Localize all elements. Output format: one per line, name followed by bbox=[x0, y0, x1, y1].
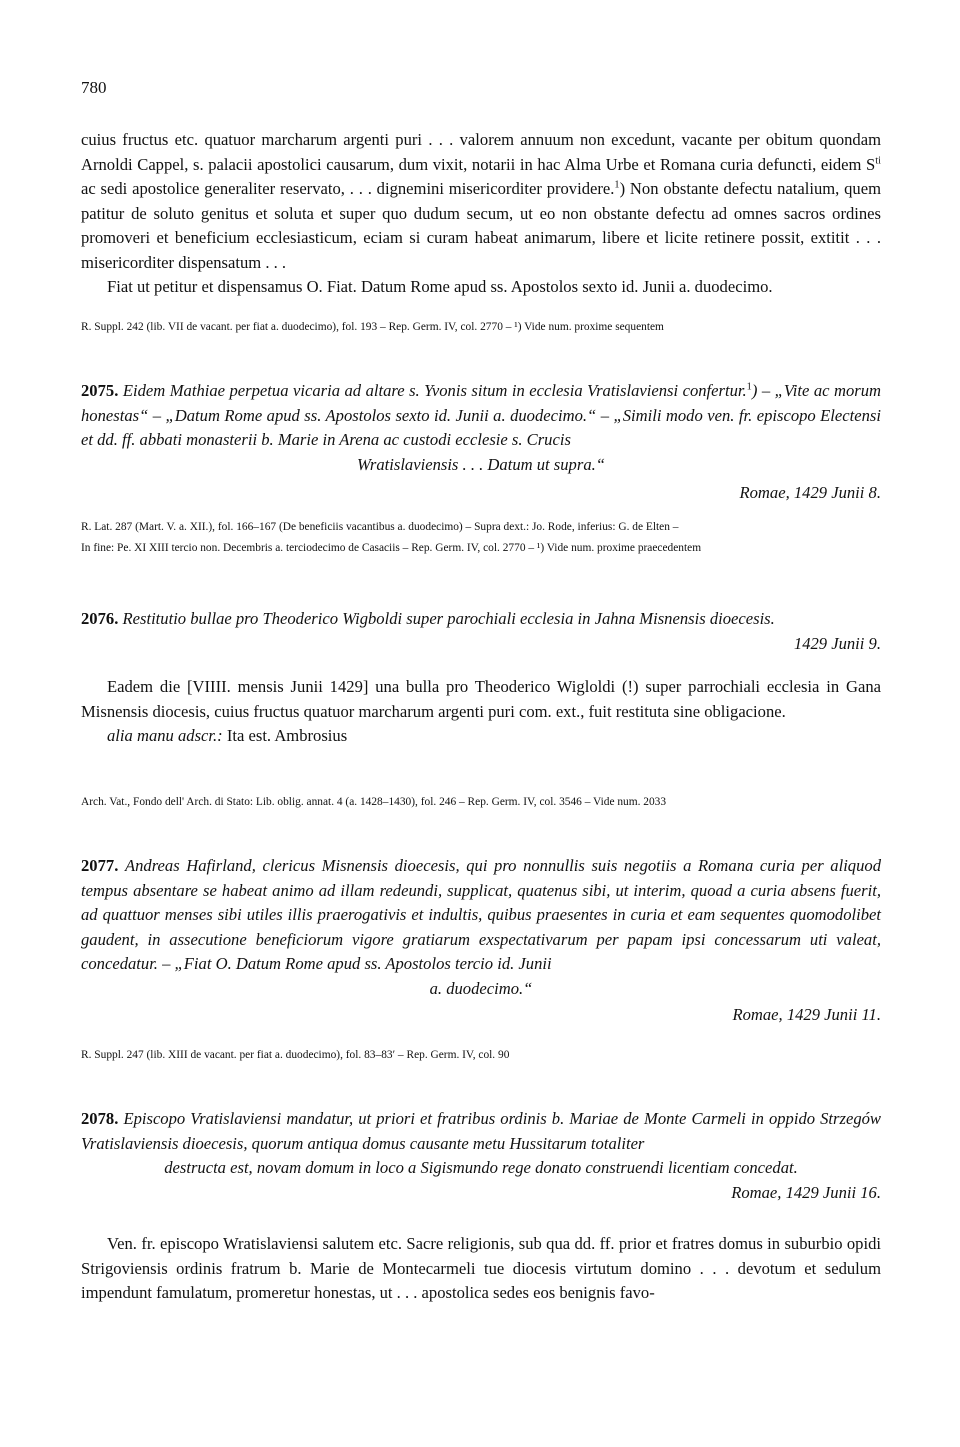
intro-text-2: ac sedi apostolice generaliter reservato, . . . dignemini misericorditer providere. bbox=[81, 179, 615, 198]
entry-2078-body bbox=[81, 1232, 881, 1306]
entry-2075-note-2: In fine: Pe. XI XIII tercio non. Decembris a. terciodecimo de Casaciis – Rep. Germ. IV, col. 2770 – ¹) Vide num. proxime praecedentem bbox=[81, 542, 702, 554]
entry-2076-date: 1429 Junii 9. bbox=[793, 633, 881, 653]
entry-2078 bbox=[81, 1107, 881, 1205]
intro-note: R. Suppl. 242 (lib. VII de vacant. per fiat a. duodecimo), fol. 193 – Rep. Germ. IV, col. 2770 – ¹) Vide num. proxime sequentem bbox=[81, 321, 664, 333]
intro-sup-ti: ti bbox=[875, 154, 881, 166]
intro-text-3: ) Non obstante defectu natalium, quem patitur de soluto genitus et soluta et super quo dudum secum, ut eo non obstante defectu ad omnes sacros ordines promoveri et beneficium ecclesiasticum, eciam si curam habeat animarum, libere et licite retinere possit, extitit . . . misericorditer dispensatum . . . bbox=[81, 179, 881, 272]
entry-2075-text-b: ) – „Vite ac morum honestas“ – „Datum Rome apud ss. Apostolos sexto id. Junii a. duodecimo.“ – „Simili modo ven. fr. episcopo Electensi et dd. ff. abbati monasterii b. Marie in Arena ac custodi ecclesie s. Crucis bbox=[81, 381, 881, 449]
entry-number: 2078. bbox=[81, 1109, 119, 1128]
alia-text: Ita est. Ambrosius bbox=[222, 726, 348, 745]
entry-2078-text-end: destructa est, novam domum in loco a Sigismundo rege donato construendi licentiam concedat. bbox=[164, 1158, 798, 1177]
entry-2075-text-a: Eidem Mathiae perpetua vicaria ad altare s. Yvonis situm in ecclesia Vratislaviensi confertur. bbox=[122, 381, 747, 400]
entry-2077-note: R. Suppl. 247 (lib. XIII de vacant. per fiat a. duodecimo), fol. 83–83′ – Rep. Germ. IV, col. 90 bbox=[81, 1049, 510, 1061]
entry-2077-text-end: a. duodecimo.“ bbox=[429, 978, 533, 998]
entry-2076-paragraph: Eadem die [VIIII. mensis Junii 1429] una bulla pro Theoderico Wigloldi (!) super parrochiali ecclesia in Gana Misnensis diocesis, cuius fructus quatuor marcharum argenti puri com. ext., fuit restituta sine obligacione. bbox=[81, 677, 881, 721]
entry-2076-heading-text: Restitutio bullae pro Theoderico Wigboldi super parochiali ecclesia in Jahna Misnensis dioecesis. bbox=[122, 609, 775, 628]
entry-2076-body bbox=[81, 675, 881, 749]
entry-number: 2075. bbox=[81, 381, 119, 400]
intro-footnote-ref: 1 bbox=[614, 179, 620, 191]
entry-2077-text: Andreas Hafirland, clericus Misnensis dioecesis, qui pro nonnullis suis negotiis a Romana curia per aliquod tempus absentare se habeat animo ad illam redeundi, supplicat, quatenus sibi, ut interim, quoad a curia absens fuerit, ad quattuor menses sibi utiles illis praerogativis et indultis, quibus praesentes in curia et eam sequentes quomodolibet gaudent, in assecutione beneficiorum vigore gratiarum exspectativarum per papam ipsi concessarum uti valeat, concedatur. – „Fiat O. Datum Rome apud ss. Apostolos tercio id. Junii bbox=[81, 856, 881, 973]
entry-2078-summary bbox=[81, 1107, 881, 1156]
entry-2077 bbox=[81, 854, 881, 1028]
intro-paragraph bbox=[81, 128, 881, 275]
entry-2075-note-1: R. Lat. 287 (Mart. V. a. XII.), fol. 166–167 (De beneficiis vacantibus a. duodecimo) – Supra dext.: Jo. Rode, inferius: G. de Elten – bbox=[81, 521, 679, 533]
alia-label: alia manu adscr.: bbox=[107, 726, 223, 745]
intro-block bbox=[81, 128, 881, 300]
entry-2078-text: Episcopo Vratislaviensi mandatur, ut priori et fratribus ordinis b. Mariae de Monte Carmeli in oppido Strzegów Vratislaviensis dioecesis, quorum antiqua domus causante metu Hussitarum totaliter bbox=[81, 1109, 881, 1153]
entry-2075-footnote-ref: 1 bbox=[746, 381, 752, 393]
fiat-line: Fiat ut petitur et dispensamus O. Fiat. Datum Rome apud ss. Apostolos sexto id. Junii a. duodecimo. bbox=[107, 277, 773, 296]
entry-2077-date: Romae, 1429 Junii 11. bbox=[732, 1005, 881, 1024]
page-number: 780 bbox=[81, 78, 107, 97]
entry-2078-date: Romae, 1429 Junii 16. bbox=[731, 1182, 881, 1202]
entry-number: 2076. bbox=[81, 609, 119, 628]
entry-2075-note bbox=[81, 517, 881, 559]
intro-text-1: cuius fructus etc. quatuor marcharum argenti puri . . . valorem annuum non excedunt, vacante per obitum quondam Arnoldi Cappel, s. palacii apostolici causarum, dum vixit, notarii in hac Alma Urbe et Romana curia defuncti, eidem S bbox=[81, 130, 881, 174]
entry-2076-alia bbox=[81, 724, 881, 749]
entry-2077-summary bbox=[81, 854, 881, 977]
entry-2076 bbox=[81, 607, 881, 656]
entry-2076-heading bbox=[81, 607, 881, 632]
entry-2075-text-c: Wratislaviensis . . . Datum ut supra.“ bbox=[356, 454, 605, 474]
entry-2075-date: Romae, 1429 Junii 8. bbox=[739, 483, 881, 502]
entry-2076-note: Arch. Vat., Fondo dell' Arch. di Stato: Lib. oblig. annat. 4 (a. 1428–1430), fol. 246 – Rep. Germ. IV, col. 3546 – Vide num. 2033 bbox=[81, 796, 667, 808]
entry-2078-paragraph: Ven. fr. episcopo Wratislaviensi salutem etc. Sacre religionis, sub qua dd. ff. prior et fratres domus in suburbio opidi Strigoviensis ordinis fratrum b. Marie de Montecarmeli tue diocesis virtutum domino . . . devotum et sedulum impendunt famulatum, promeretur honestas, ut . . . apostolica sedes eos benignis favo- bbox=[81, 1234, 881, 1302]
entry-2075-summary bbox=[81, 379, 881, 453]
entry-number: 2077. bbox=[81, 856, 119, 875]
entry-2075 bbox=[81, 379, 881, 506]
